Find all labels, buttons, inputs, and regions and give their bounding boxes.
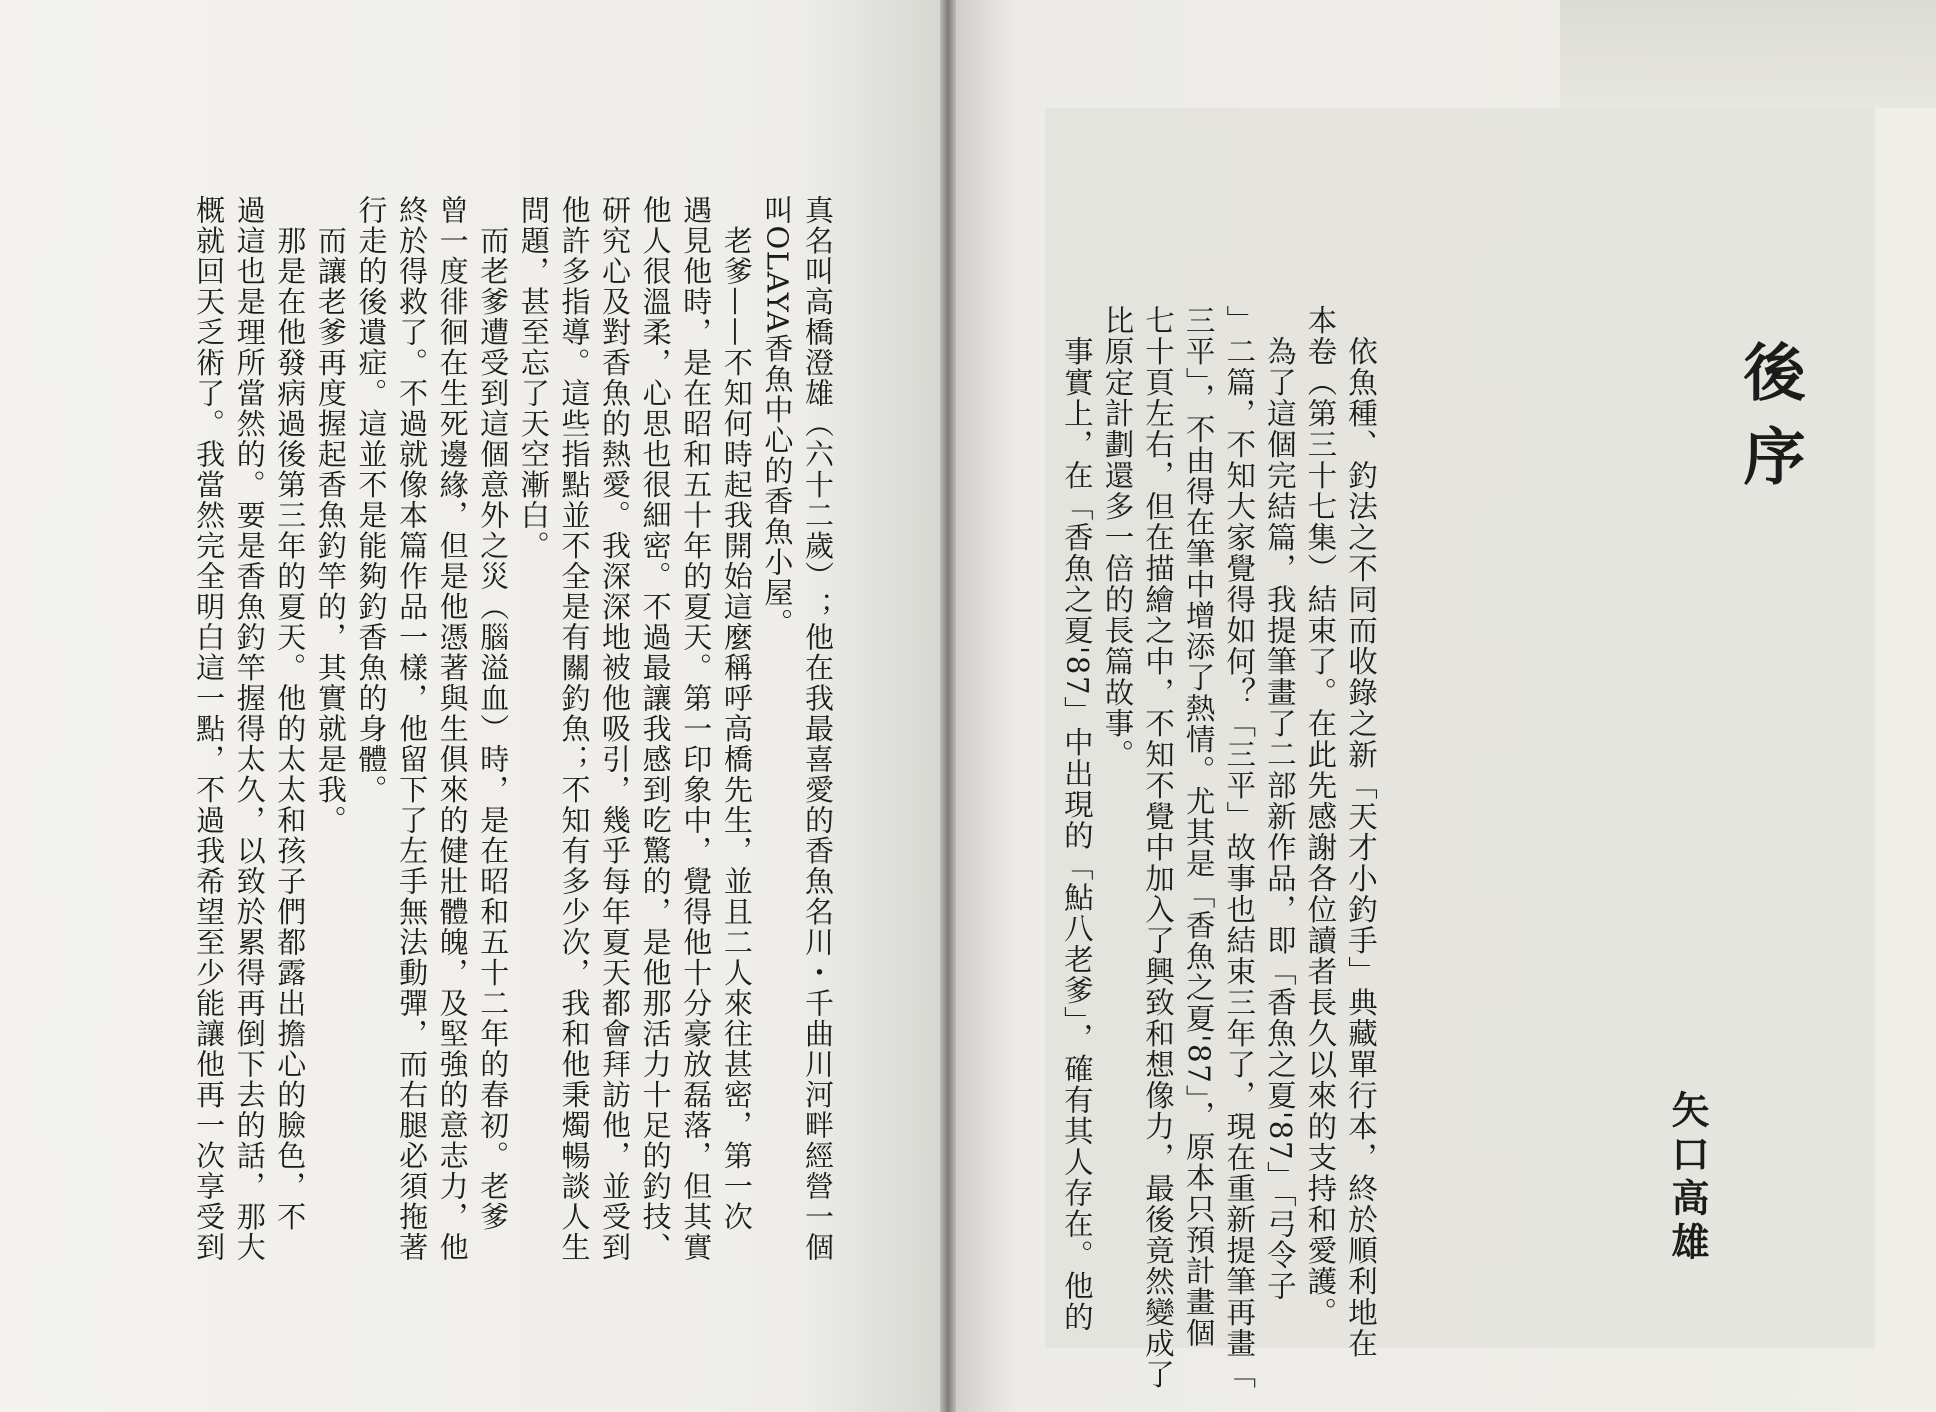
text-column: 曾一度徘徊在生死邊緣，但是他憑著與生俱來的健壯體魄，及堅強的意志力，他: [435, 195, 470, 1263]
text-column: 老爹——不知何時起我開始這麼稱呼高橋先生，並且二人來往甚密，第一次: [719, 195, 754, 1232]
text-column: 七十頁左右，但在描繪之中，不知不覺中加入了興致和想像力，最後竟然變成了: [1141, 305, 1176, 1390]
text-column: 而老爹遭受到這個意外之災（腦溢血）時，是在昭和五十二年的春初。老爹: [476, 195, 511, 1232]
text-column: 叫OLAYA香魚中心的香魚小屋。: [760, 195, 795, 639]
text-column: 他許多指導。這些指點並不全是有關釣魚；不知有多少次，我和他秉燭暢談人生: [557, 195, 592, 1263]
text-column: 為了這個完結篇，我提筆畫了二部新作品，即「香魚之夏'87」「弓令子: [1262, 305, 1297, 1302]
text-column: 過這也是理所當然的。要是香魚釣竿握得太久，以致於累得再倒下去的話，那大: [232, 195, 267, 1263]
text-column: 概就回天乏術了。我當然完全明白這一點，不過我希望至少能讓他再一次享受到: [192, 195, 227, 1263]
text-column: 而讓老爹再度握起香魚釣竿的，其實就是我。: [313, 195, 348, 836]
text-column: 行走的後遺症。這並不是能夠釣香魚的身體。: [354, 195, 389, 805]
text-column: 比原定計劃還多一倍的長篇故事。: [1100, 305, 1135, 770]
text-column: 問題，甚至忘了天空漸白。: [516, 195, 551, 561]
text-column: 本卷（第三十七集）結束了。在此先感謝各位讀者長久以來的支持和愛護。: [1303, 305, 1338, 1328]
text-column: 終於得救了。不過就像本篇作品一樣，他留下了左手無法動彈，而右腿必須拖著: [395, 195, 430, 1263]
book-gutter: [940, 0, 956, 1412]
right-page-body: [1056, 305, 1381, 1390]
text-column: 那是在他發病過後第三年的夏天。他的太太和孩子們都露出擔心的臉色，不: [273, 195, 308, 1232]
left-page-body: [189, 195, 839, 1365]
text-column: 事實上，在「香魚之夏'87」中出現的「鮎八老爹」，確有其人存在。他的: [1059, 305, 1094, 1333]
text-column: 他人很溫柔，心思也很細密。不過最讓我感到吃驚的，是他那活力十足的釣技、: [638, 195, 673, 1263]
text-column: 」二篇，不知大家覺得如何？「三平」故事也結束三年了，現在重新提筆再畫「: [1222, 305, 1257, 1390]
text-column: 依魚種、釣法之不同而收錄之新「天才小釣手」典藏單行本，終於順利地在: [1344, 305, 1378, 1359]
text-column: 三平」，不由得在筆中增添了熱情。尤其是「香魚之夏'87」，原本只預計畫個: [1181, 305, 1216, 1349]
afterword-title: 後序: [1733, 340, 1806, 508]
text-column: 研究心及對香魚的熱愛。我深深地被他吸引，幾乎每年夏天都會拜訪他，並受到: [598, 195, 633, 1263]
text-column: 真名叫高橋澄雄（六十二歲）；他在我最喜愛的香魚名川・千曲川河畔經營一個: [801, 195, 835, 1263]
text-column: 遇見他時，是在昭和五十年的夏天。第一印象中，覺得他十分豪放磊落，但其實: [679, 195, 714, 1263]
illustration-top-strip: [1560, 0, 1936, 108]
author-name: 矢口高雄: [1665, 1090, 1709, 1266]
